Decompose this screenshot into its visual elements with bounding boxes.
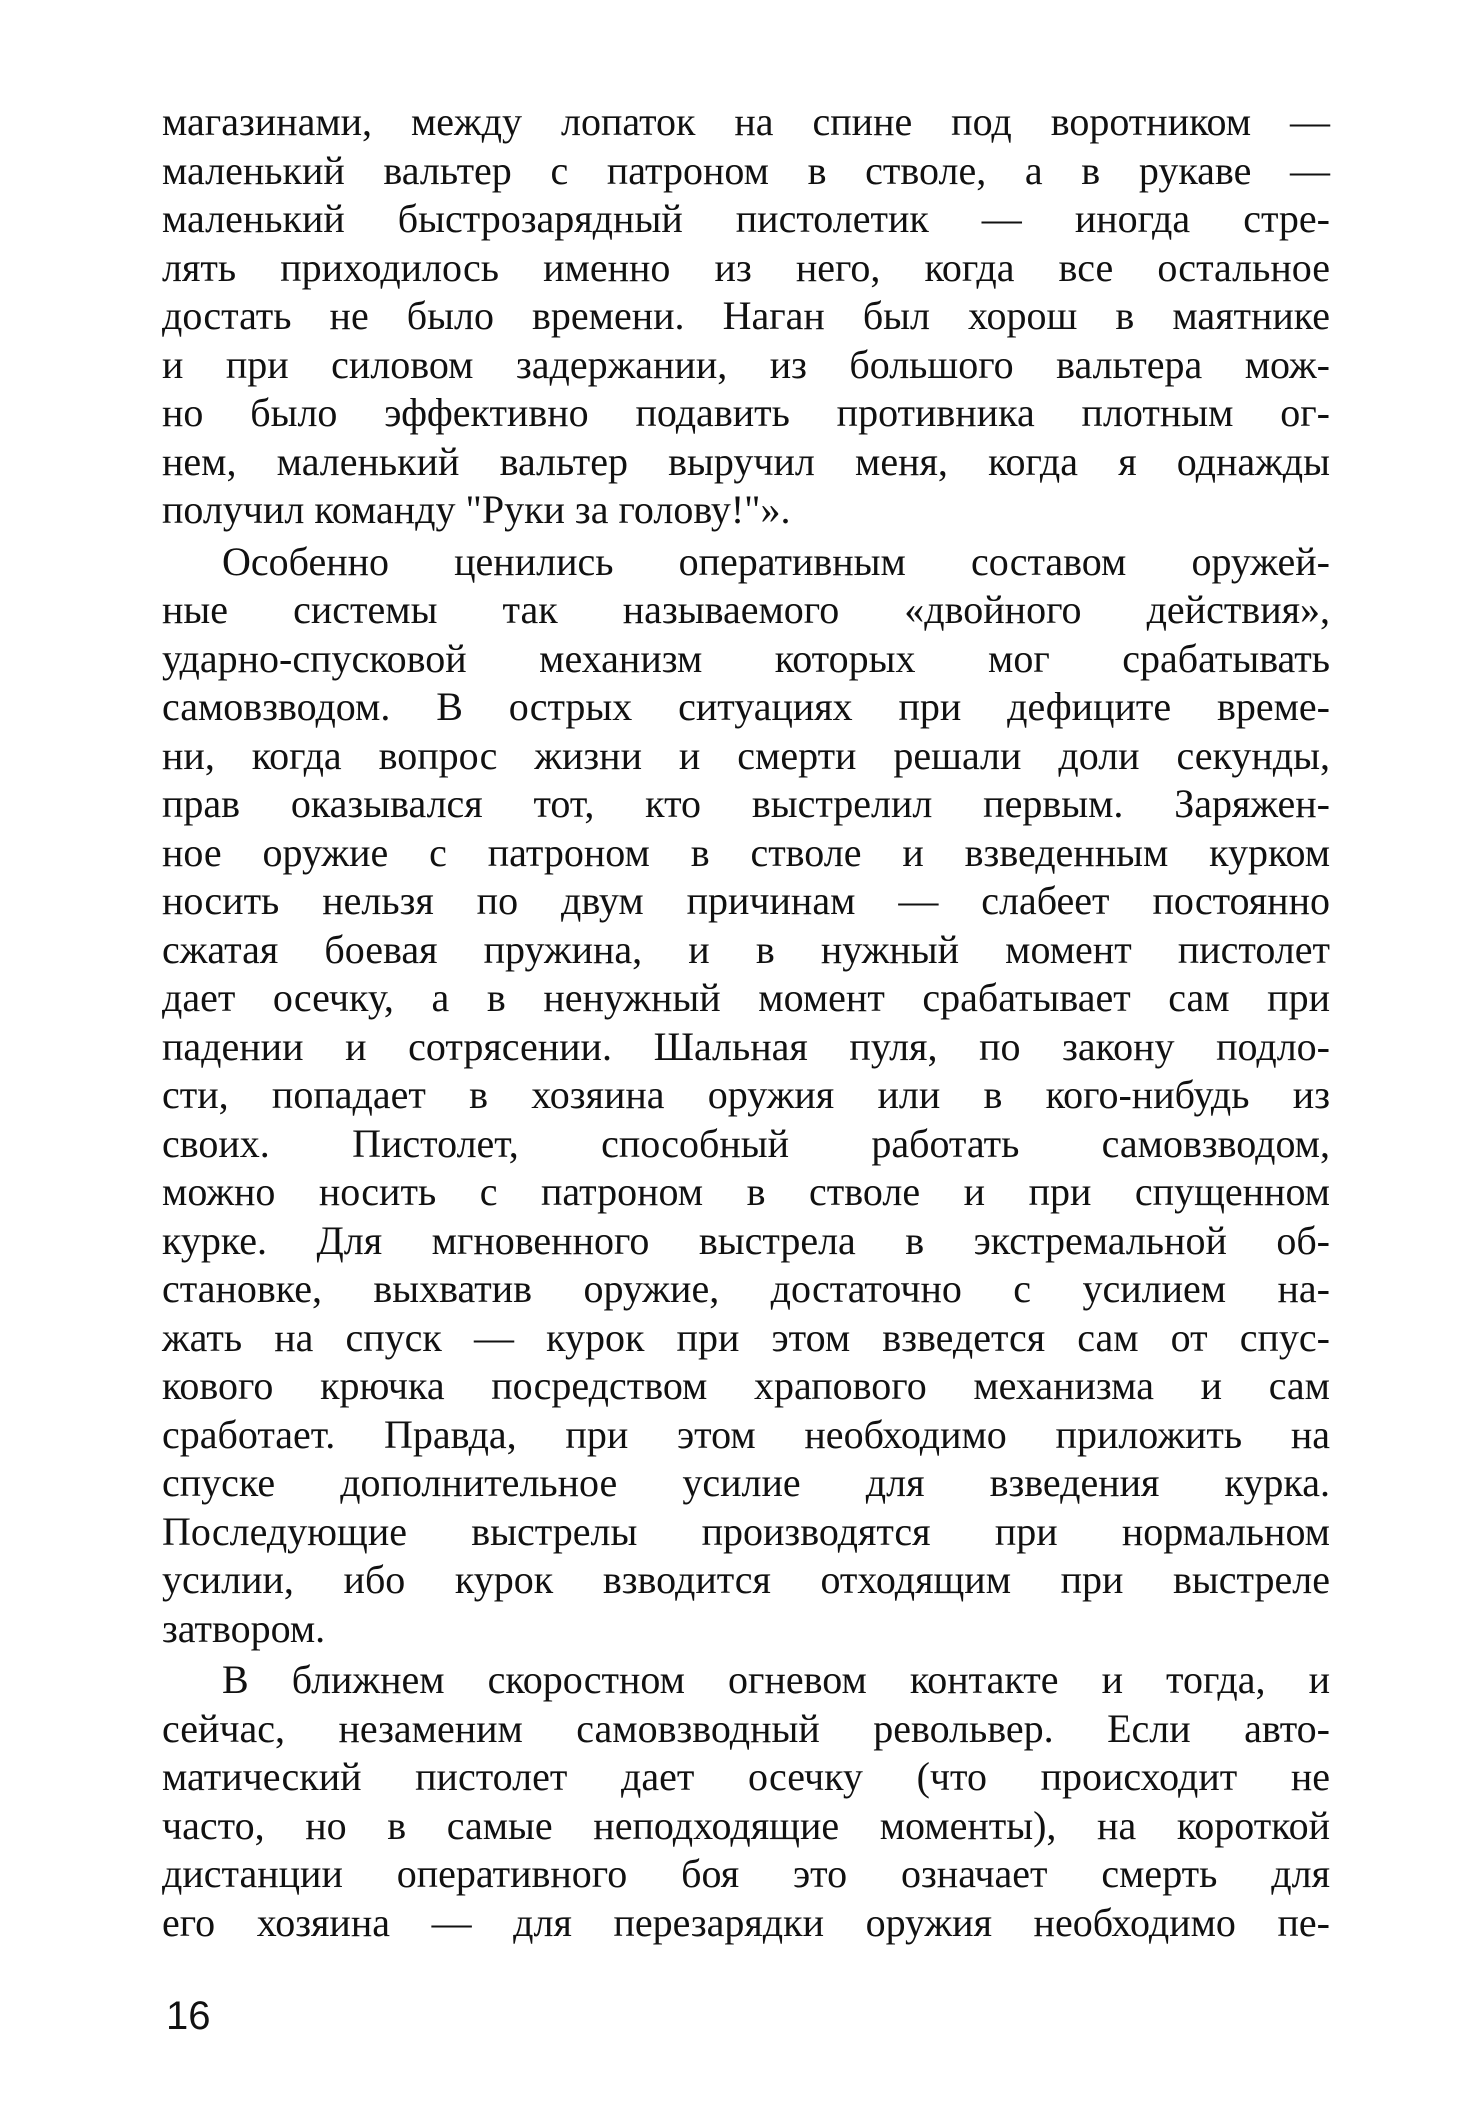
text-line: дает осечку, а в ненужный момент срабатывает сам при bbox=[162, 975, 1330, 1020]
text-line: его хозяина — для перезарядки оружия необходимо пе- bbox=[162, 1899, 1330, 1945]
text-line: жать на спуск — курок при этом взведется сам от спус- bbox=[162, 1314, 1330, 1360]
text-line: ное оружие с патроном в стволе и взведенным курком bbox=[162, 829, 1330, 875]
text-line: становке, выхватив оружие, достаточно с усилием на- bbox=[162, 1266, 1330, 1311]
text-line: можно носить с патроном в стволе и при спущенном bbox=[162, 1169, 1330, 1214]
text-line: ударно-спусковой механизм которых мог срабатывать bbox=[162, 635, 1330, 681]
text-line: часто, но в самые неподходящие моменты), на короткой bbox=[162, 1802, 1330, 1848]
text-line: но было эффективно подавить противника плотным ог- bbox=[162, 390, 1330, 435]
text-line: достать не было времени. Наган был хорош в маятнике bbox=[162, 293, 1330, 338]
text-line: падении и сотрясении. Шальная пуля, по закону подло- bbox=[162, 1023, 1330, 1069]
text-line: усилии, ибо курок взводится отходящим при выстреле bbox=[162, 1557, 1330, 1602]
text-line: маленький быстрозарядный пистолетик — иногда стре- bbox=[162, 196, 1330, 241]
text-line: В ближнем скоростном огневом контакте и тогда, и bbox=[222, 1657, 1330, 1702]
text-line: сжатая боевая пружина, и в нужный момент пистолет bbox=[162, 926, 1330, 972]
text-line: маленький вальтер с патроном в стволе, а в рукаве — bbox=[162, 147, 1330, 193]
text-line: Последующие выстрелы производятся при нормальном bbox=[162, 1508, 1330, 1554]
text-line: сработает. Правда, при этом необходимо приложить на bbox=[162, 1411, 1330, 1457]
text-line: матический пистолет дает осечку (что происходит не bbox=[162, 1754, 1330, 1799]
text-line: кового крючка посредством храпового механизма и сам bbox=[162, 1363, 1330, 1408]
text-line: ные системы так называемого «двойного действия», bbox=[162, 587, 1330, 632]
text-line: затвором. bbox=[162, 1605, 326, 1651]
text-line: носить нельзя по двум причинам — слабеет постоянно bbox=[162, 878, 1330, 923]
text-line: самовзводом. В острых ситуациях при дефиците време- bbox=[162, 684, 1330, 729]
text-line: своих. Пистолет, способный работать самовзводом, bbox=[162, 1120, 1330, 1166]
text-line: Особенно ценились оперативным составом оружей- bbox=[222, 538, 1330, 584]
text-line: дистанции оперативного боя это означает смерть для bbox=[162, 1851, 1330, 1896]
text-line: прав оказывался тот, кто выстрелил первым. Заряжен- bbox=[162, 781, 1330, 826]
text-line: лять приходилось именно из него, когда все остальное bbox=[162, 244, 1330, 290]
text-line: спуске дополнительное усилие для взведения курка. bbox=[162, 1460, 1330, 1505]
text-line: ни, когда вопрос жизни и смерти решали доли секунды, bbox=[162, 732, 1330, 778]
text-line: сейчас, незаменим самовзводный револьвер. Если авто- bbox=[162, 1705, 1330, 1751]
body-text bbox=[162, 98, 1330, 1947]
paragraph bbox=[162, 1656, 1330, 1947]
page-number: 16 bbox=[166, 1994, 211, 2038]
text-line: получил команду "Руки за голову!"». bbox=[162, 487, 791, 532]
text-line: сти, попадает в хозяина оружия или в кого-нибудь из bbox=[162, 1072, 1330, 1117]
text-line: курке. Для мгновенного выстрела в экстремальной об- bbox=[162, 1217, 1330, 1263]
text-line: нем, маленький вальтер выручил меня, когда я однажды bbox=[162, 438, 1330, 484]
paragraph bbox=[162, 538, 1330, 1654]
paragraph bbox=[162, 98, 1330, 535]
text-line: магазинами, между лопаток на спине под воротником — bbox=[162, 99, 1330, 144]
text-line: и при силовом задержании, из большого вальтера мож- bbox=[162, 341, 1330, 387]
